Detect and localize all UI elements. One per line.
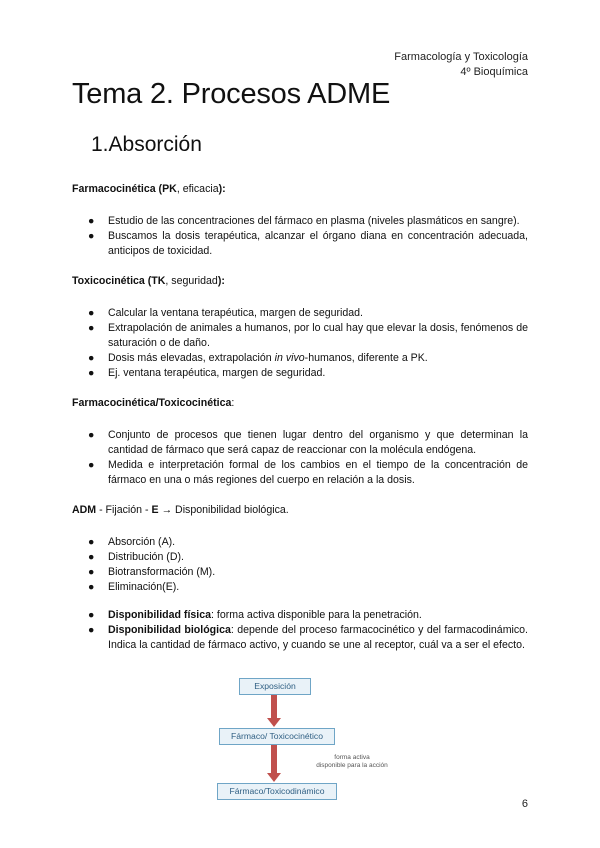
list-item: ● Disponibilidad biológica: depende del proceso farmacocinético y del farmacodinámico. Indica la cantidad de fármaco activo, y cuando se une al receptor, cuál va a ser el efecto. (88, 624, 529, 651)
list-item: ● Ej. ventana terapéutica, margen de seguridad. (88, 367, 326, 379)
list-item: ● Biotransformación (M). (88, 566, 216, 578)
list-item: ● Medida e interpretación formal de los cambios en el tiempo de la concentración de fármaco en una o más regiones del cuerpo en relación a la dosis. (88, 459, 528, 486)
pk-list (72, 214, 528, 259)
pktk-list (72, 428, 528, 488)
adm-line: ADM - Fijación - E → Disponibilidad biológica. (72, 504, 289, 516)
arrow-1-head (267, 718, 281, 727)
list-item: ● Eliminación(E). (88, 581, 180, 593)
box-farmacocinetico: Fármaco/ Toxicocinético (219, 728, 335, 745)
adme-flow-diagram (215, 675, 405, 805)
arrow-1-shaft (271, 695, 277, 718)
arrow-2-head (267, 773, 281, 782)
list-item: ● Estudio de las concentraciones del fármaco en plasma (niveles plasmáticos en sangre). (88, 215, 520, 227)
disponibilidad-list (72, 608, 528, 653)
page-number: 6 (521, 798, 528, 810)
list-item: ● Calcular la ventana terapéutica, margen de seguridad. (88, 307, 363, 319)
pk-heading: Farmacocinética (PK, eficacia): (72, 183, 226, 195)
tk-heading: Toxicocinética (TK, seguridad): (72, 275, 225, 287)
page-title: Tema 2. Procesos ADME (72, 78, 391, 110)
list-item: ● Extrapolación de animales a humanos, por lo cual hay que elevar la dosis, fenómenos de saturación o de daño. (88, 322, 528, 349)
list-item: ● Distribución (D). (88, 551, 184, 563)
list-item: ● Conjunto de procesos que tienen lugar dentro del organismo y que determinan la cantidad de fármaco que será capaz de reaccionar con la molécula endógena. (88, 429, 528, 456)
list-item: ● Buscamos la dosis terapéutica, alcanzar el órgano diana en concentración adecuada, anticipos de toxicidad. (88, 230, 528, 257)
pktk-heading: Farmacocinética/Toxicocinética: (72, 397, 235, 409)
running-header (394, 50, 528, 80)
list-item: ● Disponibilidad física: forma activa disponible para la penetración. (88, 609, 422, 621)
body-text (72, 182, 528, 653)
box-toxicodinamico: Fármaco/Toxicodinámico (217, 783, 337, 800)
adm-list (72, 535, 528, 595)
header-year: 4º Bioquímica (460, 66, 528, 78)
box-exposicion: Exposición (239, 678, 311, 695)
header-course: Farmacología y Toxicología (394, 51, 528, 63)
tk-list (72, 306, 528, 381)
arrow-2-shaft (271, 745, 277, 773)
list-item: ● Dosis más elevadas, extrapolación in vivo-humanos, diferente a PK. (88, 352, 428, 364)
arrow-note: forma activa disponible para la acción (316, 754, 388, 769)
list-item: ● Absorción (A). (88, 536, 176, 548)
section-heading: 1.Absorción (91, 133, 202, 156)
